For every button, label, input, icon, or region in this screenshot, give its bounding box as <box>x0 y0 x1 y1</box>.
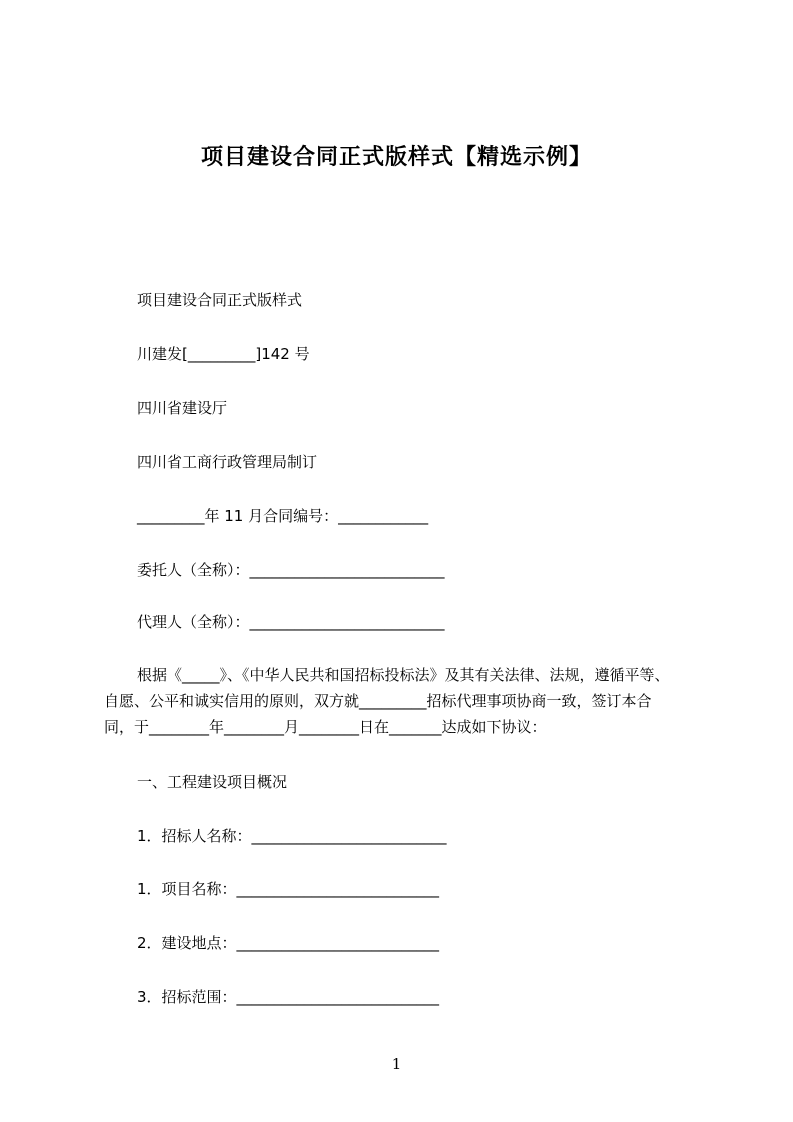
issuer-line-1: 四川省建设厅 <box>137 399 228 417</box>
preamble-line-3: 同，于________年________月________日在_______达成如下协议： <box>104 718 547 736</box>
date-contract-number-line: _________年 11 月合同编号：____________ <box>137 507 429 525</box>
agent-field: 代理人（全称）：__________________________ <box>137 613 445 631</box>
preamble-paragraph <box>104 662 714 740</box>
section-heading: 一、工程建设项目概况 <box>137 773 288 791</box>
subtitle: 项目建设合同正式版样式 <box>137 291 303 309</box>
page-number: 1 <box>391 1055 402 1073</box>
preamble-line-2: 自愿、公平和诚实信用的原则，双方就_________招标代理事项协商一致，签订本合 <box>104 692 652 710</box>
list-item: 1．招标人名称：__________________________ <box>137 827 447 845</box>
issuer-line-2: 四川省工商行政管理局制订 <box>137 453 318 471</box>
list-item: 1．项目名称：___________________________ <box>137 880 440 898</box>
document-number: 川建发[_________]142 号 <box>137 345 310 363</box>
principal-field: 委托人（全称）：__________________________ <box>137 561 445 579</box>
document-title: 项目建设合同正式版样式【精选示例】 <box>200 145 592 170</box>
preamble-line-1: 根据《_____》、《中华人民共和国招标投标法》及其有关法律、法规，遵循平等、 <box>137 666 670 684</box>
list-item: 2．建设地点：___________________________ <box>137 934 440 952</box>
list-item: 3．招标范围：___________________________ <box>137 988 440 1006</box>
